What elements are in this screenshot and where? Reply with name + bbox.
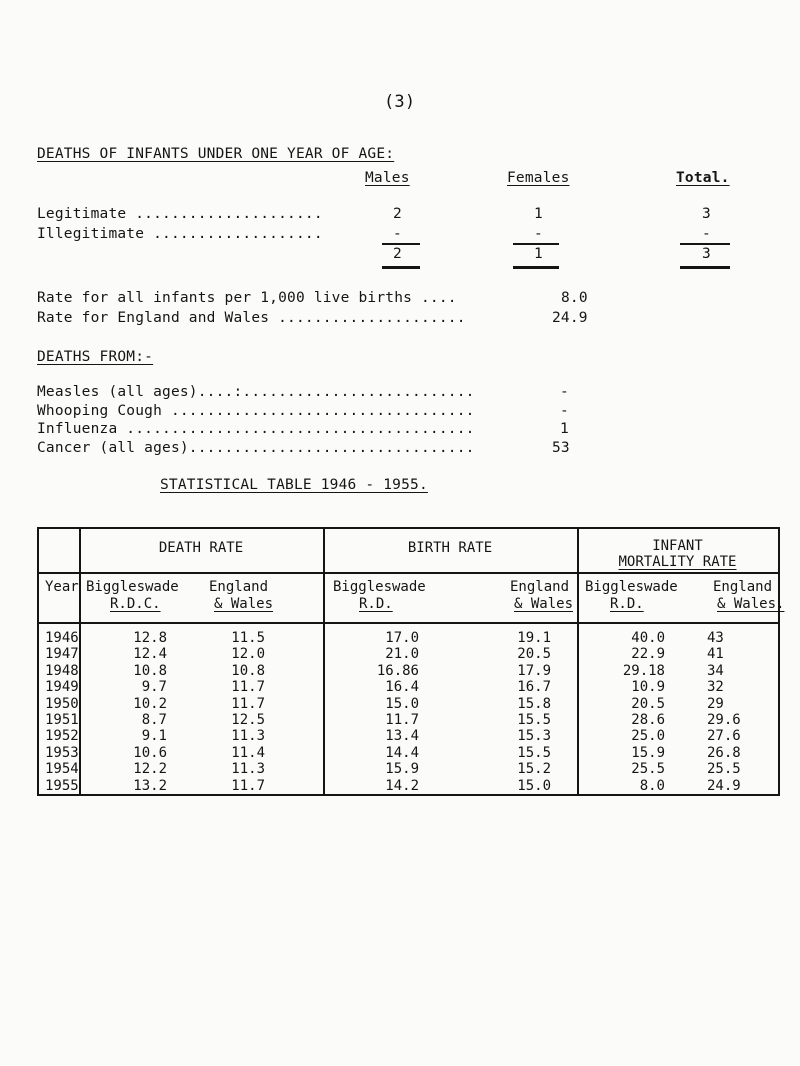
cell-year: 1946 xyxy=(45,630,79,646)
deaths-cancer-label: Cancer (all ages)................................ xyxy=(37,440,475,456)
cell-br-e: 20.5 xyxy=(517,646,551,663)
row-legitimate-total: 3 xyxy=(702,206,711,222)
cell-dr-b: 9.1 xyxy=(141,728,167,745)
header-im-england: England xyxy=(713,579,773,595)
cell-im-e: 25.5 xyxy=(707,761,741,778)
cell-dr-e: 11.7 xyxy=(231,695,265,712)
cell-dr-b: 13.2 xyxy=(133,777,167,794)
cell-im-b: 22.9 xyxy=(631,646,665,663)
total-total: 3 xyxy=(702,246,711,262)
cell-br-e: 15.5 xyxy=(517,744,551,761)
row-legitimate-females: 1 xyxy=(534,206,543,222)
cell-year: 1954 xyxy=(45,761,79,778)
rate-england-wales-value: 24.9 xyxy=(552,310,588,326)
cell-br-b: 15.9 xyxy=(385,761,419,778)
cell-dr-e: 11.7 xyxy=(231,777,265,794)
deaths-cancer-value: 53 xyxy=(552,440,570,456)
table-row xyxy=(37,696,780,711)
cell-dr-b: 12.4 xyxy=(133,646,167,663)
statistical-table-title: STATISTICAL TABLE 1946 - 1955. xyxy=(160,477,428,493)
deaths-influenza-label: Influenza ....................................... xyxy=(37,421,475,437)
rate-all-infants-label: Rate for all infants per 1,000 live births .... xyxy=(37,290,457,306)
header-dr-rdc: R.D.C. xyxy=(110,596,161,612)
page-number: (3) xyxy=(384,92,416,112)
cell-im-e: 26.8 xyxy=(707,744,741,761)
cell-im-e: 29 xyxy=(707,695,724,712)
cell-im-e: 41 xyxy=(707,646,724,663)
cell-dr-e: 11.7 xyxy=(231,679,265,696)
cell-br-b: 11.7 xyxy=(385,712,419,728)
cell-br-b: 15.0 xyxy=(385,695,419,712)
cell-im-b: 25.5 xyxy=(631,761,665,778)
header-im-wales: & Wales. xyxy=(717,596,785,612)
header-im-rd: R.D. xyxy=(610,596,644,612)
header-im-biggleswade: Biggleswade xyxy=(585,579,678,595)
cell-dr-e: 10.8 xyxy=(231,662,265,679)
cell-br-e: 16.7 xyxy=(517,679,551,696)
statistical-table xyxy=(37,527,785,796)
cell-br-b: 13.4 xyxy=(385,728,419,745)
header-br-biggleswade: Biggleswade xyxy=(333,579,426,595)
cell-year: 1949 xyxy=(45,679,79,696)
row-legitimate-males: 2 xyxy=(393,206,402,222)
header-dr-biggleswade: Biggleswade xyxy=(86,579,179,595)
cell-year: 1952 xyxy=(45,728,79,745)
cell-br-e: 15.5 xyxy=(517,712,551,728)
row-legitimate-label: Legitimate ..................... xyxy=(37,206,323,222)
cell-dr-e: 12.0 xyxy=(231,646,265,663)
cell-br-b: 17.0 xyxy=(385,630,419,646)
header-dr-england: England xyxy=(209,579,269,595)
cell-im-e: 34 xyxy=(707,662,724,679)
cell-br-e: 19.1 xyxy=(517,630,551,646)
deaths-measles-value: - xyxy=(560,384,569,400)
row-illegitimate-males: - xyxy=(393,226,402,242)
header-br-wales: & Wales xyxy=(514,596,574,612)
cell-br-e: 15.0 xyxy=(517,777,551,794)
cell-im-e: 27.6 xyxy=(707,728,741,745)
table-row xyxy=(37,646,780,661)
cell-dr-b: 10.2 xyxy=(133,695,167,712)
table-row xyxy=(37,663,780,678)
deaths-measles-label: Measles (all ages)....:.......................... xyxy=(37,384,475,400)
header-infant: INFANT xyxy=(652,538,703,554)
header-dr-wales: & Wales xyxy=(214,596,274,612)
cell-im-b: 8.0 xyxy=(639,777,665,794)
header-br-england: England xyxy=(510,579,570,595)
cell-br-b: 16.86 xyxy=(376,662,419,679)
cell-year: 1947 xyxy=(45,646,79,663)
table-row xyxy=(37,679,780,694)
cell-im-b: 20.5 xyxy=(631,695,665,712)
cell-im-b: 10.9 xyxy=(631,679,665,696)
cell-year: 1950 xyxy=(45,695,79,712)
cell-dr-b: 12.8 xyxy=(133,630,167,646)
total-females: 1 xyxy=(534,246,543,262)
double-rule-females xyxy=(513,266,559,269)
cell-dr-b: 8.7 xyxy=(141,712,167,728)
cell-im-b: 25.0 xyxy=(631,728,665,745)
cell-im-b: 15.9 xyxy=(631,744,665,761)
cell-im-e: 29.6 xyxy=(707,712,741,728)
cell-dr-e: 12.5 xyxy=(231,712,265,728)
total-males: 2 xyxy=(393,246,402,262)
sum-rule-total xyxy=(680,243,730,245)
col-females: Females xyxy=(507,170,570,186)
cell-br-b: 14.2 xyxy=(385,777,419,794)
cell-year: 1953 xyxy=(45,744,79,761)
rate-england-wales-label: Rate for England and Wales ..................... xyxy=(37,310,466,326)
cell-dr-e: 11.3 xyxy=(231,761,265,778)
cell-year: 1955 xyxy=(45,777,79,794)
sum-rule-males xyxy=(382,243,420,245)
table-row xyxy=(37,761,780,776)
cell-dr-b: 9.7 xyxy=(141,679,167,696)
cell-year: 1948 xyxy=(45,662,79,679)
cell-im-e: 32 xyxy=(707,679,724,696)
table-row xyxy=(37,745,780,760)
table-row xyxy=(37,778,780,793)
cell-dr-b: 10.6 xyxy=(133,744,167,761)
cell-dr-b: 12.2 xyxy=(133,761,167,778)
header-birth-rate: BIRTH RATE xyxy=(407,540,493,556)
cell-br-b: 16.4 xyxy=(385,679,419,696)
cell-im-e: 43 xyxy=(707,630,724,646)
header-death-rate: DEATH RATE xyxy=(158,540,244,556)
header-br-rd: R.D. xyxy=(359,596,393,612)
infant-deaths-heading: DEATHS OF INFANTS UNDER ONE YEAR OF AGE: xyxy=(37,146,395,162)
table-row xyxy=(37,728,780,743)
cell-im-e: 24.9 xyxy=(707,777,741,794)
cell-im-b: 29.18 xyxy=(622,662,665,679)
double-rule-total xyxy=(680,266,730,269)
cell-dr-e: 11.3 xyxy=(231,728,265,745)
cell-year: 1951 xyxy=(45,712,79,728)
double-rule-males xyxy=(382,266,420,269)
cell-br-e: 15.8 xyxy=(517,695,551,712)
cell-br-b: 14.4 xyxy=(385,744,419,761)
cell-br-e: 15.2 xyxy=(517,761,551,778)
rate-all-infants-value: 8.0 xyxy=(561,290,588,306)
col-males: Males xyxy=(365,170,410,186)
cell-dr-b: 10.8 xyxy=(133,662,167,679)
row-illegitimate-total: - xyxy=(702,226,711,242)
table-row xyxy=(37,630,780,645)
deaths-from-heading: DEATHS FROM:- xyxy=(37,349,154,365)
deaths-influenza-value: 1 xyxy=(560,421,569,437)
header-year: Year xyxy=(45,579,79,595)
col-total: Total. xyxy=(676,170,730,186)
sum-rule-females xyxy=(513,243,559,245)
deaths-whooping-label: Whooping Cough .................................. xyxy=(37,403,475,419)
cell-dr-e: 11.5 xyxy=(231,630,265,646)
cell-br-b: 21.0 xyxy=(385,646,419,663)
header-mortality-rate: MORTALITY RATE xyxy=(618,554,737,570)
cell-im-b: 28.6 xyxy=(631,712,665,728)
row-illegitimate-females: - xyxy=(534,226,543,242)
deaths-whooping-value: - xyxy=(560,403,569,419)
cell-im-b: 40.0 xyxy=(631,630,665,646)
cell-dr-e: 11.4 xyxy=(231,744,265,761)
table-row xyxy=(37,712,780,727)
cell-br-e: 17.9 xyxy=(517,662,551,679)
row-illegitimate-label: Illegitimate ................... xyxy=(37,226,323,242)
cell-br-e: 15.3 xyxy=(517,728,551,745)
